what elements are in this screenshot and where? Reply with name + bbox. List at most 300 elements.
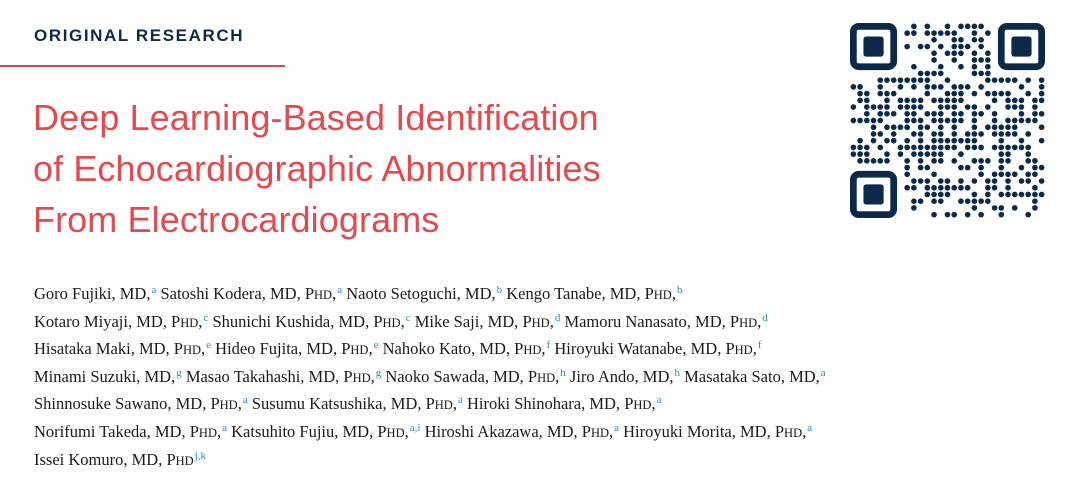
qr-module xyxy=(985,198,991,204)
qr-module xyxy=(945,185,951,191)
qr-module xyxy=(1039,98,1045,104)
qr-module xyxy=(972,64,978,70)
qr-module xyxy=(931,131,937,137)
qr-module xyxy=(965,44,971,50)
qr-module xyxy=(931,37,937,43)
qr-module xyxy=(965,198,971,204)
author: Hiroshi Akazawa, MD, PHD,$^a$ xyxy=(424,421,620,441)
author-line xyxy=(34,446,1064,474)
qr-module xyxy=(965,185,971,191)
qr-module xyxy=(992,118,998,124)
qr-module xyxy=(951,57,957,63)
qr-module xyxy=(904,185,910,191)
author-degree: MD, PHD xyxy=(695,311,758,331)
qr-module xyxy=(891,124,897,130)
qr-module xyxy=(972,158,978,164)
qr-module xyxy=(1025,171,1031,177)
qr-module xyxy=(857,158,863,164)
qr-module xyxy=(1012,145,1018,151)
qr-module xyxy=(972,50,978,56)
qr-finder-center xyxy=(863,184,883,204)
affiliation-marker: h xyxy=(674,366,681,379)
qr-module xyxy=(958,37,964,43)
qr-module xyxy=(978,145,984,151)
qr-module xyxy=(1005,192,1011,198)
qr-module xyxy=(938,64,944,70)
qr-module xyxy=(1039,77,1045,83)
author-degree: MD, PHD xyxy=(136,311,199,331)
affiliation-marker: a xyxy=(820,366,826,379)
qr-module xyxy=(851,104,857,110)
qr-module xyxy=(985,91,991,97)
qr-module xyxy=(1005,151,1011,157)
qr-module xyxy=(958,84,964,90)
qr-module xyxy=(992,98,998,104)
qr-module xyxy=(1025,192,1031,198)
qr-module xyxy=(1032,98,1038,104)
qr-module xyxy=(958,165,964,171)
qr-module xyxy=(1039,111,1045,117)
qr-module xyxy=(978,165,984,171)
qr-module xyxy=(992,111,998,117)
qr-module xyxy=(925,165,931,171)
author-line xyxy=(34,308,1064,336)
qr-module xyxy=(877,91,883,97)
qr-module xyxy=(931,158,937,164)
qr-module xyxy=(851,118,857,124)
author-degree: MD, PHD xyxy=(138,339,202,359)
qr-module xyxy=(851,84,857,90)
qr-module xyxy=(864,118,870,124)
qr-module xyxy=(1039,91,1045,97)
author-line xyxy=(34,390,1064,418)
author: Kengo Tanabe, MD, PHD,$^b$ xyxy=(506,284,683,303)
author-degree: MD xyxy=(464,284,492,303)
qr-module xyxy=(1012,171,1018,177)
author: Hiroki Shinohara, MD, PHD,$^a$ xyxy=(466,394,662,414)
author-name: Nahoko Kato xyxy=(382,339,472,359)
author-name: Hiroki Shinohara xyxy=(466,394,582,414)
affiliation-marker: a xyxy=(337,284,343,296)
author-degree: MD, PHD xyxy=(390,394,453,414)
author-degree: MD, PHD xyxy=(342,421,405,441)
qr-module xyxy=(1032,111,1038,117)
affiliation-marker: g xyxy=(375,366,382,379)
qr-module xyxy=(911,104,917,110)
qr-module xyxy=(1039,84,1045,90)
qr-module xyxy=(965,84,971,90)
qr-module xyxy=(925,24,931,30)
qr-module xyxy=(945,24,951,30)
qr-module xyxy=(904,44,910,50)
qr-module xyxy=(978,44,984,50)
author: Minami Suzuki, MD,$^g$ xyxy=(34,366,182,386)
qr-module xyxy=(911,64,917,70)
section-label: ORIGINAL RESEARCH xyxy=(34,26,245,45)
qr-module xyxy=(1019,104,1025,110)
qr-module xyxy=(918,77,924,83)
affiliation-marker: c xyxy=(203,311,209,324)
author-degree: MD xyxy=(144,366,172,386)
qr-module xyxy=(1039,124,1045,130)
qr-module xyxy=(1025,151,1031,157)
section-divider xyxy=(0,65,285,67)
qr-module xyxy=(911,145,917,151)
author-name: Hiroyuki Watanabe xyxy=(554,339,683,359)
qr-module xyxy=(918,151,924,157)
qr-module xyxy=(864,111,870,117)
affiliation-marker: d xyxy=(762,311,768,324)
qr-module xyxy=(1005,171,1011,177)
qr-module xyxy=(965,24,971,30)
qr-module xyxy=(857,151,863,157)
qr-module xyxy=(978,131,984,137)
qr-module xyxy=(1005,118,1011,124)
qr-module xyxy=(884,151,890,157)
author: Shinnosuke Sawano, MD, PHD,$^a$ xyxy=(34,394,248,414)
qr-module xyxy=(898,84,904,90)
qr-module xyxy=(925,44,931,50)
qr-module xyxy=(1039,165,1045,171)
qr-module xyxy=(911,24,917,30)
author: Masao Takahashi, MD, PHD,$^g$ xyxy=(185,366,382,386)
qr-module xyxy=(911,205,917,211)
author: Mike Saji, MD, PHD,$^d$ xyxy=(414,311,561,331)
author: Katsuhito Fujiu, MD, PHD,$^{a,i}$ xyxy=(231,421,421,441)
qr-module xyxy=(1019,118,1025,124)
qr-module xyxy=(938,151,944,157)
qr-module xyxy=(945,118,951,124)
qr-module xyxy=(918,104,924,110)
qr-module xyxy=(911,77,917,83)
qr-module xyxy=(972,71,978,77)
qr-module xyxy=(925,71,931,77)
author-name: Naoko Sawada xyxy=(385,366,485,386)
qr-module xyxy=(945,178,951,184)
affiliation-marker: d xyxy=(554,311,561,324)
qr-module xyxy=(898,151,904,157)
author: Mamoru Nanasato, MD, PHD,$^d$ xyxy=(564,311,768,331)
qr-module xyxy=(1012,98,1018,104)
qr-module xyxy=(925,151,931,157)
qr-module xyxy=(992,77,998,83)
qr-module xyxy=(945,145,951,151)
qr-module xyxy=(965,138,971,144)
qr-module xyxy=(972,138,978,144)
qr-module xyxy=(851,151,857,157)
author-name: Norifumi Takeda xyxy=(34,421,147,441)
qr-module xyxy=(958,64,964,70)
author-degree: MD, PHD xyxy=(690,339,753,359)
author-name: Jiro Ando xyxy=(569,366,635,386)
qr-module xyxy=(1039,138,1045,144)
qr-module xyxy=(972,30,978,36)
author-name: Shunichi Kushida xyxy=(212,311,331,331)
qr-module xyxy=(851,145,857,151)
qr-module xyxy=(1025,77,1031,83)
qr-module xyxy=(965,212,971,218)
qr-module xyxy=(904,118,910,124)
affiliation-marker: e xyxy=(206,339,212,352)
qr-module xyxy=(1032,158,1038,164)
qr-module xyxy=(1012,124,1018,130)
qr-finder-center xyxy=(863,36,883,56)
qr-module xyxy=(918,138,924,144)
author: Kotaro Miyaji, MD, PHD,$^c$ xyxy=(34,311,209,331)
qr-module xyxy=(972,124,978,130)
author: Shunichi Kushida, MD, PHD,$^c$ xyxy=(212,311,411,331)
qr-module xyxy=(938,44,944,50)
qr-module xyxy=(904,145,910,151)
qr-module xyxy=(931,198,937,204)
qr-module xyxy=(871,138,877,144)
author-degree: MD xyxy=(789,366,816,386)
qr-module xyxy=(891,138,897,144)
qr-module xyxy=(1005,77,1011,83)
author: Hiroyuki Watanabe, MD, PHD,$^f$ xyxy=(554,339,762,359)
qr-module xyxy=(904,111,910,117)
qr-module xyxy=(951,50,957,56)
author-degree: MD xyxy=(642,366,670,386)
author-name: Hideo Fujita xyxy=(215,339,299,359)
author-degree: MD xyxy=(119,284,147,303)
author-line xyxy=(34,335,1064,363)
author-name: Naoto Setoguchi xyxy=(346,284,457,303)
author-name: Masao Takahashi xyxy=(185,366,301,386)
author-degree: MD, PHD xyxy=(308,366,371,386)
author-degree: MD, PHD xyxy=(740,421,803,441)
qr-module xyxy=(992,145,998,151)
qr-module xyxy=(972,57,978,63)
qr-finder-center xyxy=(1011,36,1031,56)
qr-module xyxy=(884,91,890,97)
qr-module xyxy=(864,91,870,97)
qr-module xyxy=(904,158,910,164)
qr-module xyxy=(958,44,964,50)
author-degree: MD, PHD xyxy=(269,284,333,303)
qr-module xyxy=(1005,124,1011,130)
qr-module xyxy=(972,178,978,184)
author-degree: MD, PHD xyxy=(338,311,401,331)
qr-module xyxy=(998,205,1004,211)
qr-module xyxy=(871,131,877,137)
qr-module xyxy=(925,91,931,97)
qr-module xyxy=(972,111,978,117)
qr-module xyxy=(931,138,937,144)
qr-module xyxy=(871,158,877,164)
qr-module xyxy=(884,111,890,117)
qr-module xyxy=(1019,192,1025,198)
author-line xyxy=(34,418,1064,446)
affiliation-marker: a xyxy=(457,394,463,407)
qr-module xyxy=(884,98,890,104)
author-name: Hiroyuki Morita xyxy=(623,421,732,441)
qr-module xyxy=(871,118,877,124)
qr-module xyxy=(1039,178,1045,184)
qr-module xyxy=(1025,91,1031,97)
qr-module xyxy=(911,151,917,157)
qr-module xyxy=(951,111,957,117)
qr-module xyxy=(938,198,944,204)
qr-module xyxy=(911,118,917,124)
qr-module xyxy=(891,111,897,117)
qr-module xyxy=(951,212,957,218)
author-degree: MD, PHD xyxy=(175,394,238,414)
author-degree: MD, PHD xyxy=(131,449,194,469)
qr-module xyxy=(938,145,944,151)
qr-module xyxy=(938,192,944,198)
qr-module xyxy=(911,185,917,191)
author: Satoshi Kodera, MD, PHD,$^a$ xyxy=(160,284,343,303)
qr-module xyxy=(898,77,904,83)
qr-module xyxy=(857,91,863,97)
qr-module xyxy=(911,111,917,117)
qr-module xyxy=(877,158,883,164)
qr-module xyxy=(938,71,944,77)
affiliation-marker: c xyxy=(405,311,411,324)
qr-module xyxy=(925,192,931,198)
qr-module xyxy=(898,104,904,110)
qr-module xyxy=(951,124,957,130)
affiliation-marker: f xyxy=(757,339,762,352)
qr-module xyxy=(958,118,964,124)
qr-module xyxy=(1012,205,1018,211)
author-name: Minami Suzuki xyxy=(34,366,137,386)
qr-module xyxy=(958,185,964,191)
affiliation-marker: a xyxy=(242,394,248,407)
qr-module xyxy=(985,50,991,56)
qr-module xyxy=(857,145,863,151)
qr-module xyxy=(951,104,957,110)
qr-module xyxy=(1032,205,1038,211)
qr-module xyxy=(998,91,1004,97)
qr-module xyxy=(911,30,917,36)
qr-module xyxy=(931,145,937,151)
author: Naoko Sawada, MD, PHD,$^h$ xyxy=(385,366,566,386)
qr-module xyxy=(884,138,890,144)
qr-module xyxy=(884,77,890,83)
qr-module xyxy=(884,158,890,164)
qr-module xyxy=(877,145,883,151)
qr-module xyxy=(931,212,937,218)
qr-module xyxy=(877,84,883,90)
author: Norifumi Takeda, MD, PHD,$^a$ xyxy=(34,421,227,441)
qr-module xyxy=(931,111,937,117)
affiliation-marker: a xyxy=(807,421,813,434)
qr-module xyxy=(931,185,937,191)
qr-module xyxy=(998,165,1004,171)
qr-module xyxy=(1032,104,1038,110)
qr-module xyxy=(918,71,924,77)
qr-module xyxy=(985,71,991,77)
qr-module xyxy=(945,91,951,97)
qr-module xyxy=(978,24,984,30)
qr-module xyxy=(985,124,991,130)
author-name: Katsuhito Fujiu xyxy=(231,421,335,441)
qr-module xyxy=(958,91,964,97)
qr-module xyxy=(945,98,951,104)
qr-module xyxy=(985,64,991,70)
qr-module xyxy=(871,104,877,110)
qr-module xyxy=(985,57,991,63)
qr-module xyxy=(998,138,1004,144)
qr-module xyxy=(931,57,937,63)
qr-module xyxy=(978,84,984,90)
qr-module xyxy=(1012,77,1018,83)
qr-module xyxy=(958,24,964,30)
qr-module xyxy=(985,30,991,36)
qr-module xyxy=(1012,192,1018,198)
qr-module xyxy=(1019,98,1025,104)
qr-module xyxy=(925,145,931,151)
author-name: Mike Saji xyxy=(414,311,480,331)
qr-module xyxy=(992,178,998,184)
author-name: Issei Komuro xyxy=(34,449,124,469)
qr-module xyxy=(985,178,991,184)
qr-module xyxy=(904,77,910,83)
qr-module xyxy=(938,178,944,184)
qr-module xyxy=(972,198,978,204)
qr-module xyxy=(931,84,937,90)
qr-module xyxy=(1012,131,1018,137)
qr-module xyxy=(985,192,991,198)
qr-module xyxy=(931,118,937,124)
qr-module xyxy=(864,158,870,164)
qr-module xyxy=(931,151,937,157)
qr-module xyxy=(972,131,978,137)
qr-module xyxy=(985,158,991,164)
author-line xyxy=(34,280,1064,308)
qr-module xyxy=(884,124,890,130)
qr-module xyxy=(992,131,998,137)
qr-module xyxy=(985,104,991,110)
qr-module xyxy=(965,145,971,151)
qr-module xyxy=(998,171,1004,177)
qr-module xyxy=(1005,158,1011,164)
author: Jiro Ando, MD,$^h$ xyxy=(569,366,681,386)
qr-module xyxy=(857,138,863,144)
qr-module xyxy=(938,124,944,130)
qr-module xyxy=(871,124,877,130)
qr-module xyxy=(951,44,957,50)
qr-module xyxy=(972,145,978,151)
author-line xyxy=(34,363,1064,391)
qr-module xyxy=(911,84,917,90)
author-name: Shinnosuke Sawano xyxy=(34,394,168,414)
qr-module xyxy=(1025,178,1031,184)
qr-module xyxy=(972,205,978,211)
author: Masataka Sato, MD,$^a$ xyxy=(684,366,826,386)
qr-module xyxy=(938,98,944,104)
qr-code-icon xyxy=(850,23,1045,218)
qr-module xyxy=(904,124,910,130)
qr-module xyxy=(1032,118,1038,124)
qr-module xyxy=(864,98,870,104)
qr-module xyxy=(877,77,883,83)
author-name: Goro Fujiki xyxy=(34,284,112,303)
author: Issei Komuro, MD, PHD$^{j,k}$ xyxy=(34,449,207,469)
qr-module xyxy=(877,104,883,110)
qr-module xyxy=(1005,178,1011,184)
qr-module xyxy=(978,198,984,204)
qr-module xyxy=(972,104,978,110)
qr-module xyxy=(1005,91,1011,97)
qr-module xyxy=(857,118,863,124)
qr-module xyxy=(992,124,998,130)
qr-module xyxy=(965,165,971,171)
qr-module xyxy=(1005,185,1011,191)
qr-module xyxy=(951,98,957,104)
